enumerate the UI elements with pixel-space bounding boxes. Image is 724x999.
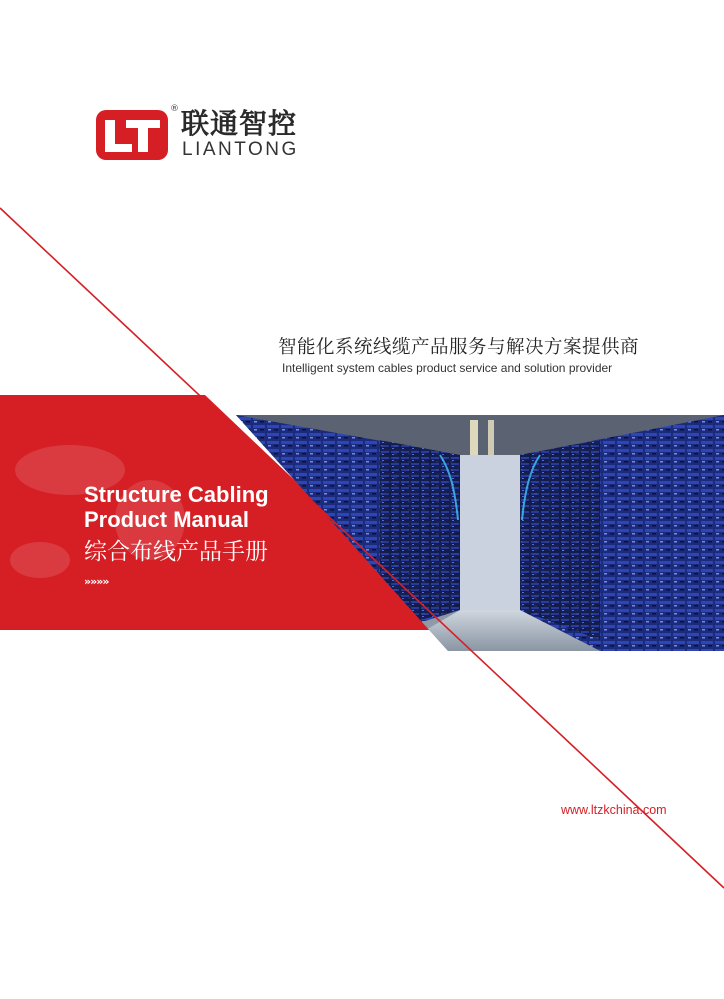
tagline-en: Intelligent system cables product service and solution provider: [282, 361, 613, 375]
title-line-1: Structure Cabling: [84, 482, 269, 507]
title-line-2: Product Manual: [84, 507, 250, 532]
brand-name-en: LIANTONG: [182, 139, 299, 160]
lt-logo-icon: [96, 110, 168, 160]
manual-title-cn: 综合布线产品手册: [84, 539, 268, 565]
website-link[interactable]: www.ltzkchina.com: [561, 803, 667, 817]
tagline-cn: 智能化系统线缆产品服务与解决方案提供商: [278, 337, 640, 358]
chevron-arrows-icon: »»»»: [84, 575, 109, 588]
manual-title-en: [84, 482, 269, 532]
brand-name-cn: 联通智控: [181, 107, 298, 140]
registered-mark: ®: [170, 104, 179, 114]
